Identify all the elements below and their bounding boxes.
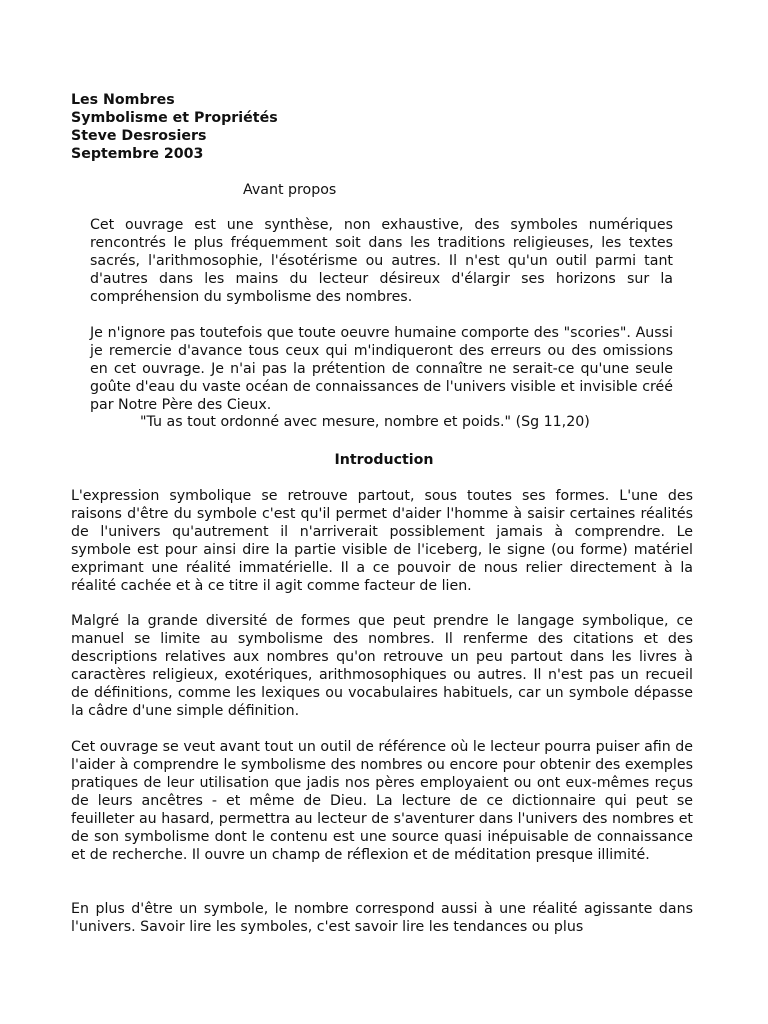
foreword-paragraph-1: Cet ouvrage est une synthèse, non exhaustive, des symboles numériques rencontrés le plus fréquemment soit dans les traditions religieuses, les textes sacrés, l'arithmosophie, l'ésotérisme ou autres. Il n'est qu'un outil parmi tant d'autres dans les mains du lecteur désireux d'élargir ses horizons sur la compréhension du symbolisme des nombres. [90, 217, 673, 305]
document-author: Steve Desrosiers [71, 128, 207, 144]
introduction-title: Introduction [334, 452, 434, 468]
foreword-quote: "Tu as tout ordonné avec mesure, nombre et poids." (Sg 11,20) [140, 414, 590, 430]
document-heading [71, 91, 278, 163]
document-date: Septembre 2003 [71, 146, 204, 162]
introduction-paragraph-2: Malgré la grande diversité de formes que peut prendre le langage symbolique, ce manuel se limite au symbolisme des nombres. Il renferme des citations et des descriptions relatives aux nombres qu'on retrouve un peu partout dans les livres à caractères religieux, exotériques, arithmosophiques ou autres. Il n'est pas un recueil de définitions, comme les lexiques ou vocabulaires habituels, car un symbole dépasse la câdre d'une simple définition. [71, 613, 693, 719]
document-title: Les Nombres [71, 92, 175, 108]
introduction-paragraph-1: L'expression symbolique se retrouve partout, sous toutes ses formes. L'une des raisons d'être du symbole c'est qu'il permet d'aider l'homme à saisir certaines réalités de l'univers qu'autrement il n'arriverait possiblement jamais à comprendre. Le symbole est pour ainsi dire la partie visible de l'iceberg, le signe (ou forme) matériel exprimant une réalité immatérielle. Il a ce pouvoir de nous relier directement à la réalité cachée et à ce titre il agit comme facteur de lien. [71, 488, 693, 594]
introduction-paragraph-4: En plus d'être un symbole, le nombre correspond aussi à une réalité agissante dans l'univers. Savoir lire les symboles, c'est savoir lire les tendances ou plus [71, 901, 693, 935]
document-subtitle: Symbolisme et Propriétés [71, 110, 278, 126]
foreword-title: Avant propos [243, 182, 337, 198]
foreword-paragraph-2: Je n'ignore pas toutefois que toute oeuvre humaine comporte des "scories". Aussi je remercie d'avance tous ceux qui m'indiqueront des erreurs ou des omissions en cet ouvrage. Je n'ai pas la prétention de connaître ne serait-ce qu'une seule goûte d'eau du vaste océan de connaissances de l'univers visible et invisible créé par Notre Père des Cieux. [90, 325, 673, 413]
introduction-paragraph-3: Cet ouvrage se veut avant tout un outil de référence où le lecteur pourra puiser afin de l'aider à comprendre le symbolisme des nombres ou encore pour obtenir des exemples pratiques de leur utilisation que jadis nos pères employaient ou ont eux-mêmes reçus de leurs ancêtres - et même de Dieu. La lecture de ce dictionnaire qui peut se feuilleter au hasard, permettra au lecteur de s'aventurer dans l'univers des nombres et de son symbolisme dont le contenu est une source quasi inépuisable de connaissance et de recherche. Il ouvre un champ de réflexion et de méditation presque illimité. [71, 739, 693, 863]
